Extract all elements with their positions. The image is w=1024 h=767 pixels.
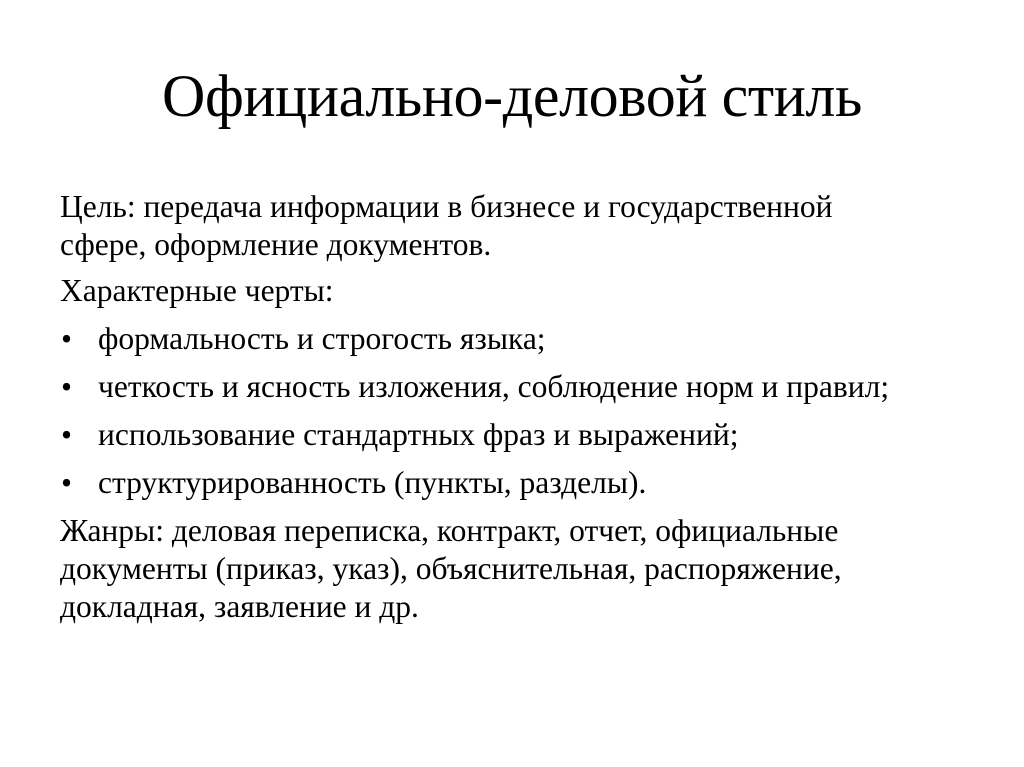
bullet-icon: • (61, 417, 73, 452)
list-item (60, 416, 980, 454)
list-item-text: использование стандартных фраз и выражений; (98, 417, 739, 452)
genres-paragraph (60, 512, 980, 626)
list-item (60, 464, 980, 502)
bullet-icon: • (61, 465, 73, 500)
list-item-text: формальность и строгость языка; (98, 321, 546, 356)
list-item (60, 320, 980, 358)
bullet-icon: • (61, 321, 73, 356)
goal-paragraph (60, 188, 980, 264)
goal-line: Цель: передача информации в бизнесе и государственной (60, 189, 833, 224)
genres-line: докладная, заявление и др. (60, 589, 419, 624)
features-list (60, 320, 980, 502)
bullet-icon: • (61, 369, 73, 404)
genres-line: Жанры: деловая переписка, контракт, отчет, официальные (60, 513, 839, 548)
slide-title: Официально-деловой стиль (162, 63, 862, 129)
list-item-text: четкость и ясность изложения, соблюдение норм и правил; (98, 369, 890, 404)
list-item-text: структурированность (пункты, разделы). (98, 465, 647, 500)
genres-line: документы (приказ, указ), объяснительная, распоряжение, (60, 551, 842, 586)
slide-body (60, 188, 980, 636)
goal-line: сфере, оформление документов. (60, 227, 492, 262)
features-heading: Характерные черты: (60, 273, 334, 308)
list-item (60, 368, 980, 406)
